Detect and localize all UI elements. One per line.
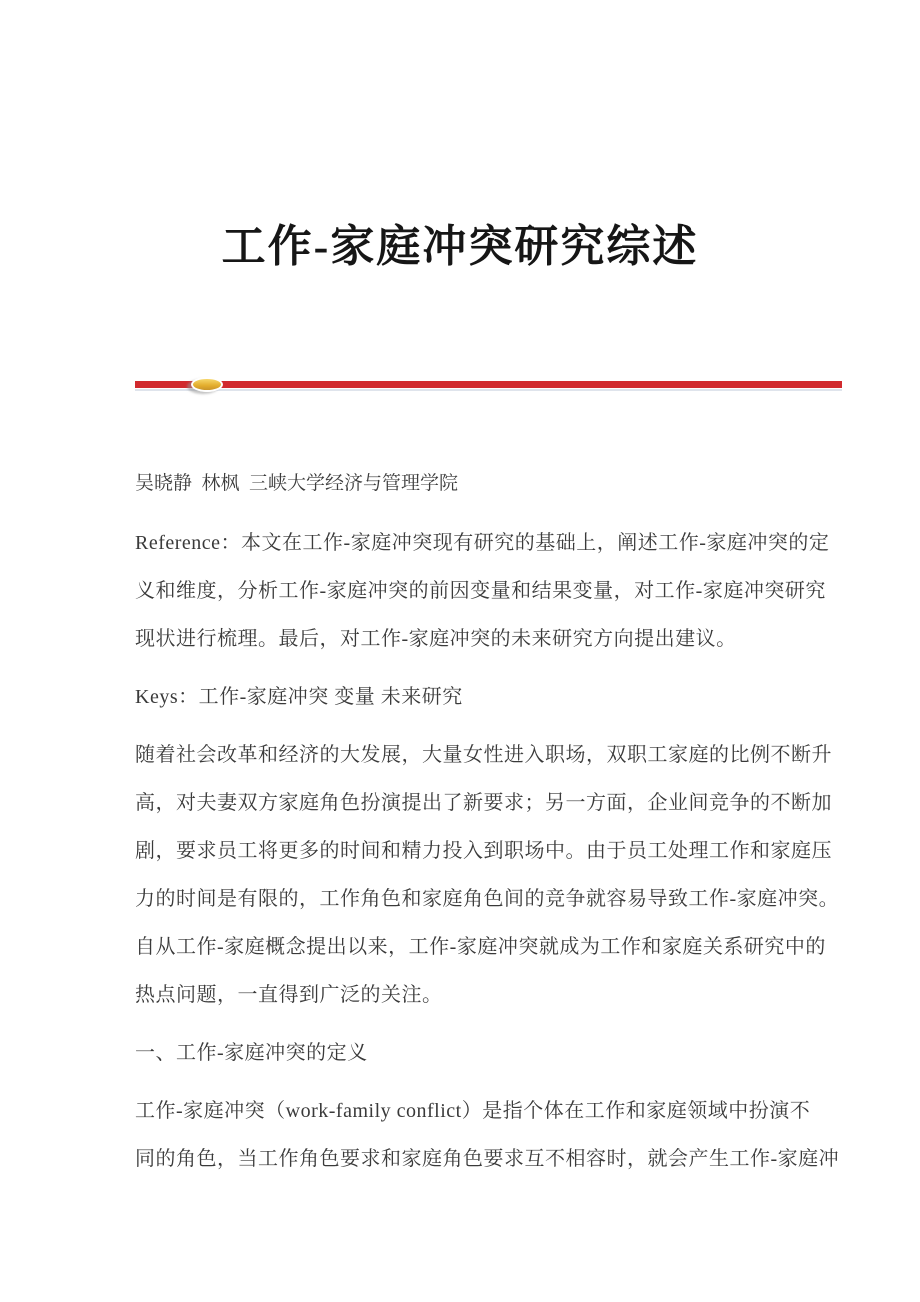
body-line: Reference：本文在工作-家庭冲突现有研究的基础上，阐述工作-家庭冲突的定 (135, 532, 830, 554)
paragraph-section-1-body (135, 1087, 855, 1183)
paragraph-keywords (135, 673, 855, 721)
body-line: 随着社会改革和经济的大发展，大量女性进入职场，双职工家庭的比例不断升 (135, 744, 832, 766)
body-line: 义和维度，分析工作-家庭冲突的前因变量和结果变量，对工作-家庭冲突研究 (135, 580, 826, 602)
page-title: 工作-家庭冲突研究综述 (221, 222, 699, 271)
author-line: 吴晓静 林枫 三峡大学经济与管理学院 (135, 473, 459, 494)
body-line: 现状进行梳理。最后，对工作-家庭冲突的未来研究方向提出建议。 (135, 628, 737, 650)
paragraph-section-1-heading (135, 1029, 855, 1077)
paragraph-introduction (135, 731, 855, 1019)
paragraph-abstract (135, 519, 855, 663)
body-line: 一、工作-家庭冲突的定义 (135, 1042, 368, 1064)
body-line: 高，对夫妻双方家庭角色扮演提出了新要求；另一方面，企业间竞争的不断加 (135, 792, 832, 814)
body-line: 热点问题，一直得到广泛的关注。 (135, 984, 443, 1006)
divider-red-bar (135, 381, 842, 388)
body-line: 力的时间是有限的，工作角色和家庭角色间的竞争就容易导致工作-家庭冲突。 (135, 888, 840, 910)
title-divider (135, 381, 842, 388)
divider-gold-ellipse-icon (191, 377, 223, 392)
body-line: Keys：工作-家庭冲突 变量 未来研究 (135, 686, 463, 708)
body-line: 剧，要求员工将更多的时间和精力投入到职场中。由于员工处理工作和家庭压 (135, 840, 832, 862)
body-text (135, 519, 855, 1193)
body-line: 工作-家庭冲突（work-family conflict）是指个体在工作和家庭领域中扮演不 (135, 1100, 811, 1122)
body-line: 同的角色，当工作角色要求和家庭角色要求互不相容时，就会产生工作-家庭冲 (135, 1148, 840, 1170)
body-line: 自从工作-家庭概念提出以来，工作-家庭冲突就成为工作和家庭关系研究中的 (135, 936, 826, 958)
